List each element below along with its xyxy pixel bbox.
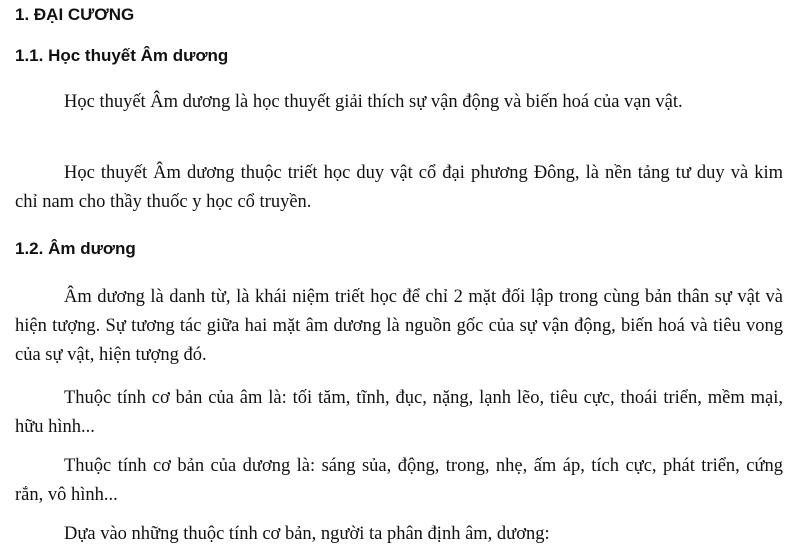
subsection-heading-1-1: 1.1. Học thuyết Âm dương bbox=[15, 46, 229, 65]
paragraph-duong-attributes: Thuộc tính cơ bản của dương là: sáng sủa, động, trong, nhẹ, ấm áp, tích cực, phát triển, cứng rắn, vô hình... bbox=[15, 456, 783, 505]
paragraph-am-attributes: Thuộc tính cơ bản của âm là: tối tăm, tĩnh, đục, nặng, lạnh lẽo, tiêu cực, thoái triển, mềm mại, hữu hình... bbox=[15, 388, 783, 437]
subsection-heading-1-2: 1.2. Âm dương bbox=[15, 239, 136, 258]
paragraph-hoc-thuyet-definition: Học thuyết Âm dương là học thuyết giải thích sự vận động và biến hoá của vạn vật. bbox=[64, 92, 683, 112]
paragraph-hoc-thuyet-origin: Học thuyết Âm dương thuộc triết học duy vật cổ đại phương Đông, là nền tảng tư duy và kim chỉ nam cho thầy thuốc y học cổ truyền. bbox=[15, 163, 783, 212]
section-heading: 1. ĐẠI CƯƠNG bbox=[15, 5, 135, 24]
paragraph-phan-dinh: Dựa vào những thuộc tính cơ bản, người ta phân định âm, dương: bbox=[64, 524, 550, 544]
paragraph-am-duong-definition: Âm dương là danh từ, là khái niệm triết học để chỉ 2 mặt đối lập trong cùng bản thân sự vật và hiện tượng. Sự tương tác giữa hai mặt âm dương là nguồn gốc của sự vận động, biến hoá và tiêu vong của sự vật, hiện tượng đó. bbox=[15, 287, 783, 365]
